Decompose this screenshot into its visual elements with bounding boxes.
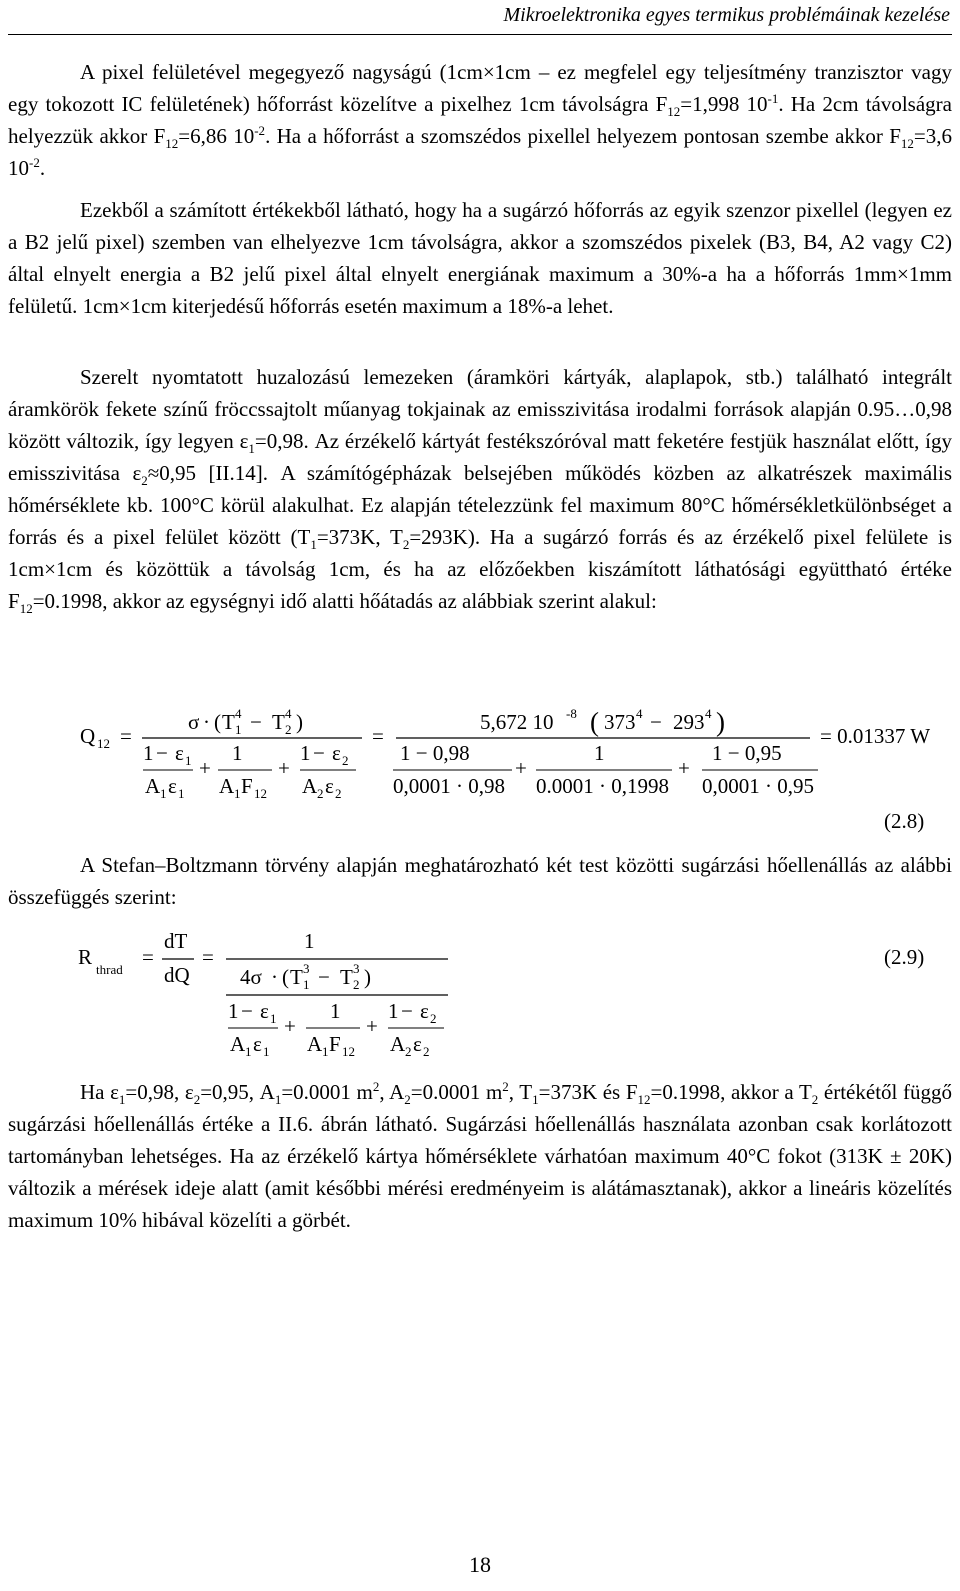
paragraph-5 — [8, 1076, 952, 1236]
eq28-d1-eps-sub: 1 — [185, 753, 192, 768]
eq28-dd1-bottom: 0,0001 · 0,98 — [393, 774, 505, 798]
p3-text-5: =293K). Ha a sugárzó forrás és az érzékelő pixel felülete is 1cm×1cm és közöttük a távolság 1cm, és ha az előzőekben kiszámított láthatósági együttható értéke F — [8, 525, 952, 613]
eq28-n2-paren-close: ) — [716, 707, 725, 737]
eq28-sigma: σ — [188, 710, 200, 734]
p5-text-6: =0.0001 m — [410, 1080, 503, 1104]
eq29-dot: · — [271, 965, 278, 989]
eq28-d3-A-sub: 2 — [317, 786, 324, 801]
eq29-d2-one: 1 — [330, 999, 341, 1023]
paragraph-1 — [8, 56, 952, 184]
p5-text-5: , A — [379, 1080, 405, 1104]
eq28-n2-paren-open: ( — [590, 707, 599, 737]
p5-sub-5: 1 — [532, 1092, 539, 1108]
eq28-T1: T — [222, 710, 235, 734]
eq29-d3-eps: ε — [420, 999, 429, 1023]
paragraph-2: Ezekből a számított értékekből látható, hogy ha a sugárzó hőforrás az egyik szenzor pixellel (legyen ez a B2 jelű pixel) szemben van elhelyezve 1cm távolságra, akkor a szomszédos pixelek (B3, B4, A2 vagy C2) által elnyelt energia a B2 jelű pixel által elnyelt energiának maximum a 30%-a ha a hőforrás 1mm×1mm felületű. 1cm×1cm kiterjedésű hőforrás esetén maximum a 18%-a lehet. — [8, 198, 952, 318]
eq29-T2: T — [340, 965, 353, 989]
paragraph-4: A Stefan–Boltzmann törvény alapján meghatározható két test közötti sugárzási hőellenállás az alábbi összefüggés szerint: — [8, 853, 952, 909]
eq28-d3-eps-sub: 2 — [342, 753, 349, 768]
eq29-dQ: dQ — [164, 963, 190, 987]
eq28-dot-1: · — [203, 710, 210, 734]
eq29-paren-close: ) — [364, 965, 371, 989]
eq29-T1-sub: 1 — [303, 977, 310, 992]
eq28-n2-t1-sup: 4 — [636, 706, 643, 721]
eq28-n2-t2-sup: 4 — [705, 706, 712, 721]
running-header — [0, 0, 960, 36]
eq29-paren-open: ( — [282, 965, 289, 989]
p5-sup-1: 2 — [372, 1079, 380, 1094]
eq29-dT: dT — [164, 929, 188, 953]
eq29-minus: − — [318, 965, 330, 989]
eq28-result: = 0.01337 W — [820, 724, 931, 748]
p1-text-6: =3,6 10 — [8, 124, 952, 180]
eq28-dd3-top: 1 − 0,95 — [712, 741, 782, 765]
p1-text-2: =1,998 10 — [680, 92, 768, 116]
eq28-plus-3: + — [515, 756, 527, 780]
eq28-dd2-top: 1 — [594, 741, 605, 765]
p5-sub-7: 2 — [811, 1092, 819, 1108]
eq29-plus-1: + — [284, 1014, 296, 1038]
eq29-d1-eps2-sub: 1 — [263, 1044, 270, 1059]
p5-sub-1: 1 — [118, 1092, 126, 1108]
eq29-d2-A-sub: 1 — [322, 1044, 329, 1059]
eq28-dd1-top: 1 − 0,98 — [400, 741, 470, 765]
eq28-paren-open: ( — [214, 710, 221, 734]
eq29-equals-1: = — [142, 945, 154, 969]
p3-sub-4: 2 — [402, 537, 410, 553]
eq29-d3-eps2: ε — [413, 1032, 422, 1056]
eq29-num-one: 1 — [304, 929, 315, 953]
p3-text-4: =373K, T — [316, 525, 403, 549]
p3-sub-3: 1 — [310, 537, 317, 553]
equation-2-9 — [0, 918, 960, 1078]
p5-text-2: =0,98, ε — [125, 1080, 194, 1104]
paragraph-3 — [8, 361, 952, 617]
eq29-T1: T — [290, 965, 303, 989]
eq28-d1-one: 1 — [143, 741, 154, 765]
p1-text-4: =6,86 10 — [178, 124, 255, 148]
equation-2-8 — [0, 696, 960, 846]
p3-text-3: ≈0,95 [II.14]. A számítógépházak belsejében működés közben az alkatrészek maximális hőmérséklete kb. 100°C körül alakulhat. Ez alapján tételezzünk fel maximum 80°C hőmérsékletkülönbséget a forrás és a pixel felület között (T — [8, 461, 952, 549]
p3-sub-2: 2 — [141, 473, 148, 489]
eq28-lhs-letter: Q — [80, 724, 96, 748]
eq28-equals-1: = — [120, 724, 132, 748]
eq28-d1-eps2-sub: 1 — [178, 786, 185, 801]
p3-sub-5: 12 — [19, 601, 33, 617]
eq28-d2-one: 1 — [232, 741, 243, 765]
eq29-4sigma: 4σ — [240, 965, 262, 989]
eq29-d1-minus: − — [241, 999, 253, 1023]
eq28-d3-A: A — [302, 774, 318, 798]
eq29-T2-sub: 2 — [353, 977, 360, 992]
eq29-d3-eps2-sub: 2 — [423, 1044, 430, 1059]
eq28-plus-2: + — [278, 756, 290, 780]
eq29-plus-2: + — [366, 1014, 378, 1038]
p1-sup-3: -2 — [29, 155, 40, 170]
eq29-d3-eps-sub: 2 — [430, 1011, 437, 1026]
eq29-equals-2: = — [202, 945, 214, 969]
p5-text-10: értékétől függő sugárzási hőellenállás értéke a II.6. ábrán látható. Sugárzási hőellenállás használata azonban csak korlátozott tartományban lehetséges. Ha az érzékelő kártya hőmérséklete várhatóan maximum 40°C fokot (313K ± 20K) változik a mérések ideje alatt (amit későbbi mérési eredményeim is alátámasztanak), akkor a lineáris közelítés maximum 10% hibával közelíti a görbét. — [8, 1080, 952, 1232]
eq29-d2-F: F — [329, 1032, 341, 1056]
eq28-d3-eps: ε — [332, 741, 341, 765]
p5-sup-2: 2 — [502, 1079, 509, 1094]
p5-sub-2: 2 — [193, 1092, 201, 1108]
p5-text-1: Ha ε — [80, 1080, 119, 1104]
eq29-d3-A-sub: 2 — [405, 1044, 412, 1059]
eq28-d3-eps2: ε — [325, 774, 334, 798]
eq28-d1-minus: − — [156, 741, 168, 765]
eq29-d1-eps: ε — [260, 999, 269, 1023]
eq28-T1-sub: 1 — [235, 722, 242, 737]
p5-sub-4: 2 — [404, 1092, 411, 1108]
p3-text-6: =0.1998, akkor az egységnyi idő alatti hőátadás az alábbiak szerint alakul: — [32, 589, 657, 613]
eq28-paren-close: ) — [296, 710, 303, 734]
p3-text-1: Szerelt nyomtatott huzalozású lemezeken (áramköri kártyák, alaplapok, stb.) található integrált áramkörök fekete színű fröccssajtolt műanyag tokjainak az emisszivitása irodalmi források alapján 0.95…0,98 között változik, így legyen ε — [8, 365, 952, 453]
eq29-d1-one: 1 — [228, 999, 239, 1023]
eq28-d1-A: A — [145, 774, 161, 798]
eq28-d2-F: F — [241, 774, 253, 798]
eq28-n2-t2: 293 — [673, 710, 705, 734]
p3-text-2: =0,98. Az érzékelő kártyát festékszóróval matt feketére festjük használat előtt, így emisszivitása ε — [8, 429, 952, 485]
p1-sub-2: 12 — [165, 136, 179, 152]
header-rule — [8, 34, 952, 35]
eq28-n2-exp: -8 — [566, 706, 577, 721]
eq28-dd2-bottom: 0.0001 · 0,1998 — [536, 774, 669, 798]
eq28-d1-eps2: ε — [168, 774, 177, 798]
eq28-d2-F-sub: 12 — [254, 786, 267, 801]
eq29-lhs-letter: R — [78, 945, 93, 969]
eq28-plus-1: + — [199, 756, 211, 780]
eq29-d2-A: A — [307, 1032, 323, 1056]
eq28-equals-2: = — [372, 724, 384, 748]
eq28-d2-A-sub: 1 — [234, 786, 241, 801]
eq28-d3-one: 1 — [300, 741, 311, 765]
p1-sup-1: -1 — [767, 91, 779, 106]
p5-text-8: =373K és F — [538, 1080, 638, 1104]
p5-sub-3: 1 — [274, 1092, 282, 1108]
eq28-lhs-sub: 12 — [97, 736, 110, 751]
eq29-number: (2.9) — [884, 945, 925, 969]
eq29-T2-sup: 3 — [353, 961, 360, 976]
eq28-minus-1: − — [250, 710, 262, 734]
eq29-d1-A-sub: 1 — [245, 1044, 252, 1059]
p5-text-9: =0.1998, akkor a T — [650, 1080, 812, 1104]
eq28-plus-4: + — [678, 756, 690, 780]
eq29-d1-A: A — [230, 1032, 246, 1056]
header-title: Mikroelektronika egyes termikus problémáinak kezelése — [503, 4, 950, 26]
eq28-T2-sup: 4 — [285, 706, 292, 721]
eq29-d2-F-sub: 12 — [342, 1044, 355, 1059]
p1-text-7: . — [39, 156, 46, 180]
p5-sub-6: 12 — [637, 1092, 651, 1108]
eq29-d3-A: A — [390, 1032, 406, 1056]
eq28-T2: T — [272, 710, 285, 734]
eq29-d3-minus: − — [401, 999, 413, 1023]
p1-sub-3: 12 — [900, 136, 914, 152]
eq28-T2-sub: 2 — [285, 722, 292, 737]
p1-sub-1: 12 — [667, 104, 681, 120]
eq28-d1-eps: ε — [175, 741, 184, 765]
eq28-d1-A-sub: 1 — [160, 786, 167, 801]
eq28-d2-A: A — [219, 774, 235, 798]
p3-sub-1: 1 — [248, 441, 255, 457]
p5-text-4: =0.0001 m — [281, 1080, 373, 1104]
eq28-n2-minus: − — [650, 710, 662, 734]
page-number: 18 — [469, 1552, 491, 1577]
p5-text-7: , T — [508, 1080, 533, 1104]
eq29-d3-one: 1 — [388, 999, 399, 1023]
eq28-dd3-bottom: 0,0001 · 0,95 — [702, 774, 814, 798]
eq28-n2-t1: 373 — [604, 710, 636, 734]
p1-text-1: A pixel felületével megegyező nagyságú (1cm×1cm – ez megfelel egy teljesítmény tranzisztor vagy egy tokozott IC felületének) hőforrást közelítve a pixelhez 1cm távolságra F — [8, 60, 952, 116]
eq28-d3-eps2-sub: 2 — [335, 786, 342, 801]
eq28-T1-sup: 4 — [235, 706, 242, 721]
p1-text-3: . Ha 2cm távolságra helyezzük akkor F — [8, 92, 952, 148]
eq29-d1-eps2: ε — [253, 1032, 262, 1056]
p1-text-5: . Ha a hőforrást a szomszédos pixellel helyezem pontosan szembe akkor F — [265, 124, 901, 148]
p5-text-3: =0,95, A — [200, 1080, 275, 1104]
eq28-denominator-1 — [143, 741, 356, 801]
eq29-d1-eps-sub: 1 — [270, 1011, 277, 1026]
p1-sup-2: -2 — [254, 123, 266, 138]
eq29-T1-sup: 3 — [303, 961, 310, 976]
eq28-number: (2.8) — [884, 809, 925, 833]
eq28-d3-minus: − — [313, 741, 325, 765]
eq28-n2-const: 5,672 10 — [480, 710, 554, 734]
eq29-lhs-sub: thrad — [96, 962, 123, 977]
